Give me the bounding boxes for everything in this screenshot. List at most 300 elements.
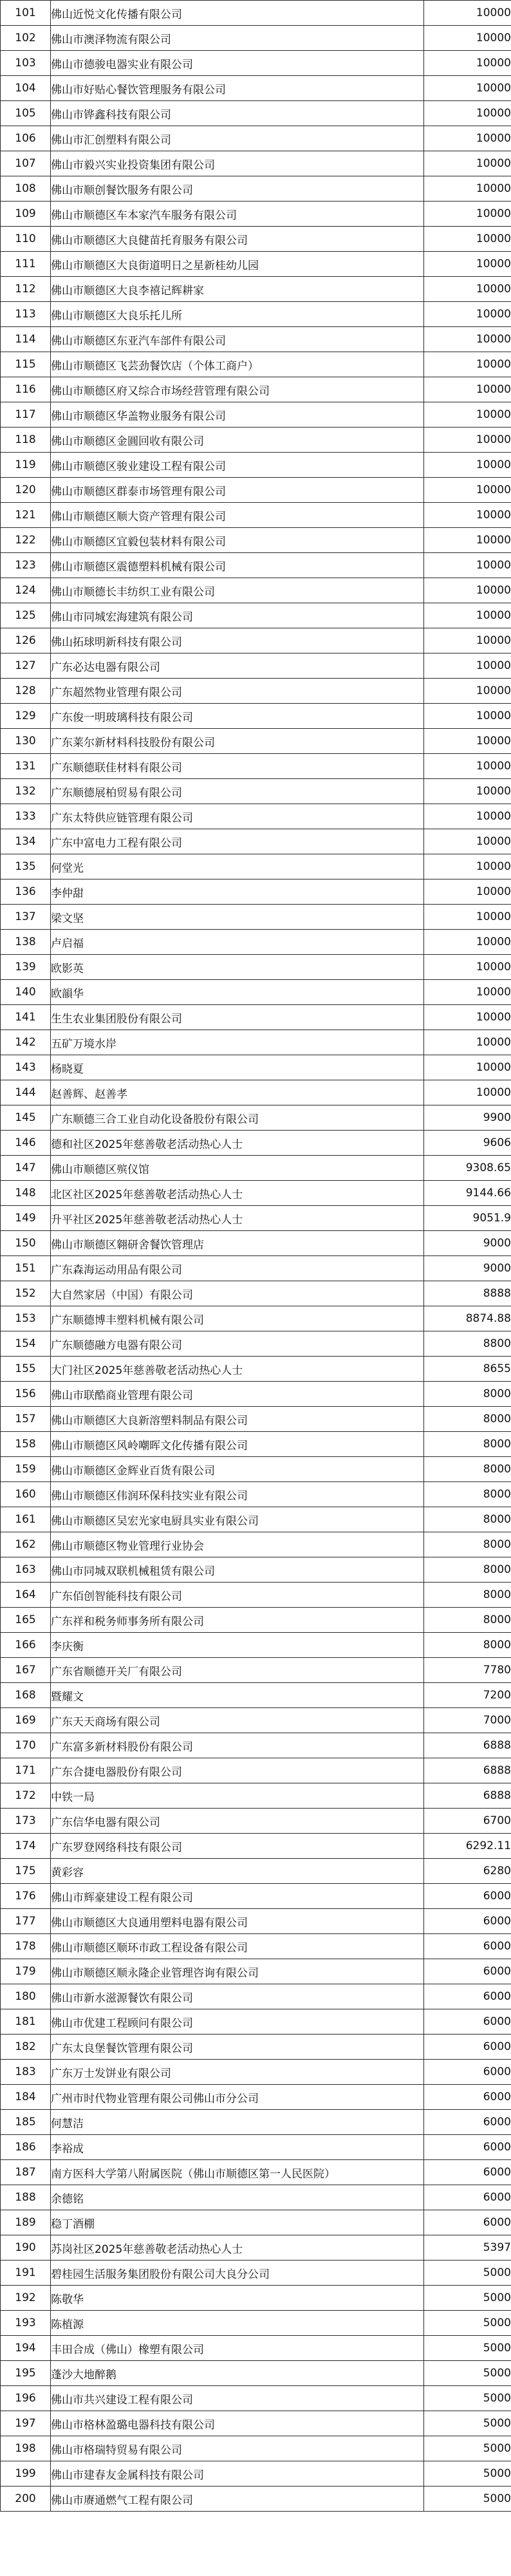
donor-name: 碧桂园生活服务集团股份有限公司大良分公司 [51, 2261, 424, 2286]
donor-name: 梁文坚 [51, 905, 424, 930]
row-number: 110 [1, 227, 51, 252]
table-row [1, 1859, 511, 1884]
table-row [1, 1934, 511, 1959]
row-number: 125 [1, 603, 51, 628]
row-number: 166 [1, 1633, 51, 1658]
donation-amount: 10000 [424, 252, 511, 277]
donor-name: 苏岗社区2025年慈善敬老活动热心人士 [51, 2235, 424, 2261]
table-row [1, 503, 511, 528]
row-number: 165 [1, 1608, 51, 1633]
donation-amount: 8000 [424, 1507, 511, 1532]
row-number: 173 [1, 1809, 51, 1834]
row-number: 163 [1, 1557, 51, 1583]
donation-amount: 10000 [424, 1005, 511, 1030]
table-row [1, 2009, 511, 2035]
row-number: 128 [1, 679, 51, 704]
table-row [1, 1231, 511, 1256]
table-row [1, 277, 511, 302]
table-row [1, 1809, 511, 1834]
donor-name: 佛山市建春友金属科技有限公司 [51, 2461, 424, 2487]
row-number: 176 [1, 1884, 51, 1909]
donor-name: 广东祥和税务师事务所有限公司 [51, 1608, 424, 1633]
donation-amount: 5000 [424, 2361, 511, 2386]
donor-name: 佛山市顺德区金辉业百货有限公司 [51, 1457, 424, 1482]
row-number: 172 [1, 1783, 51, 1809]
donation-amount: 10000 [424, 1080, 511, 1105]
row-number: 157 [1, 1407, 51, 1432]
donation-amount: 9308.65 [424, 1156, 511, 1181]
donor-name: 广东合捷电器股份有限公司 [51, 1758, 424, 1783]
table-row [1, 854, 511, 879]
donor-name: 广东顺德三合工业自动化设备股份有限公司 [51, 1105, 424, 1131]
table-row [1, 2110, 511, 2135]
donation-amount: 10000 [424, 578, 511, 603]
table-row [1, 377, 511, 402]
row-number: 185 [1, 2110, 51, 2135]
row-number: 148 [1, 1181, 51, 1206]
table-row [1, 1281, 511, 1306]
donor-name: 蓬沙大地醉鹅 [51, 2361, 424, 2386]
donor-name: 佛山市顺德区金圓回收有限公司 [51, 428, 424, 453]
donor-name: 佛山市顺德区大良健苗托育服务有限公司 [51, 227, 424, 252]
donation-amount: 10000 [424, 854, 511, 879]
row-number: 101 [1, 1, 51, 26]
donor-name: 佛山市顺德区骏业建设工程有限公司 [51, 453, 424, 478]
donation-amount: 10000 [424, 402, 511, 428]
row-number: 131 [1, 754, 51, 779]
donation-amount: 6280 [424, 1859, 511, 1884]
row-number: 198 [1, 2436, 51, 2461]
table-row [1, 1181, 511, 1206]
row-number: 160 [1, 1482, 51, 1507]
donation-amount: 6000 [424, 2135, 511, 2160]
donor-name: 陈敬华 [51, 2286, 424, 2311]
row-number: 132 [1, 779, 51, 804]
donation-amount: 10000 [424, 955, 511, 980]
donor-name: 佛山市同城宏海建筑有限公司 [51, 603, 424, 628]
table-row [1, 1583, 511, 1608]
donation-amount: 10000 [424, 478, 511, 503]
table-row [1, 1758, 511, 1783]
donor-name: 赵善辉、赵善孝 [51, 1080, 424, 1105]
row-number: 146 [1, 1131, 51, 1156]
donor-name: 广东信华电器有限公司 [51, 1809, 424, 1834]
row-number: 116 [1, 377, 51, 402]
row-number: 181 [1, 2009, 51, 2035]
table-row [1, 1331, 511, 1357]
row-number: 129 [1, 704, 51, 729]
donor-name: 佛山市顺德区群泰市场管理有限公司 [51, 478, 424, 503]
row-number: 184 [1, 2085, 51, 2110]
donor-name: 佛山市顺德区华盖物业服务有限公司 [51, 402, 424, 428]
row-number: 121 [1, 503, 51, 528]
table-row [1, 1482, 511, 1507]
row-number: 164 [1, 1583, 51, 1608]
donation-amount: 9144.66 [424, 1181, 511, 1206]
donation-amount: 10000 [424, 302, 511, 327]
donor-name: 佛山市顺德区翱研舍餐饮管理店 [51, 1231, 424, 1256]
table-row [1, 327, 511, 352]
table-row [1, 553, 511, 578]
row-number: 154 [1, 1331, 51, 1357]
table-row [1, 1633, 511, 1658]
donation-amount: 6000 [424, 1909, 511, 1934]
table-row [1, 1432, 511, 1457]
row-number: 193 [1, 2311, 51, 2336]
table-row [1, 2185, 511, 2210]
donor-name: 生生农业集团股份有限公司 [51, 1005, 424, 1030]
donor-name: 暨耀文 [51, 1683, 424, 1708]
donor-name: 广东森海运动用品有限公司 [51, 1256, 424, 1281]
table-row [1, 2461, 511, 2487]
row-number: 194 [1, 2336, 51, 2361]
donor-name: 大自然家居（中国）有限公司 [51, 1281, 424, 1306]
donor-name: 佛山市同城双联机械租赁有限公司 [51, 1557, 424, 1583]
donor-name: 佛山市辉豪建设工程有限公司 [51, 1884, 424, 1909]
donation-amount: 6000 [424, 2210, 511, 2235]
table-row [1, 2487, 511, 2512]
donation-amount: 8000 [424, 1482, 511, 1507]
row-number: 142 [1, 1030, 51, 1055]
donor-name: 五矿万境水岸 [51, 1030, 424, 1055]
row-number: 150 [1, 1231, 51, 1256]
row-number: 124 [1, 578, 51, 603]
donor-name: 李仲甜 [51, 879, 424, 905]
donation-amount: 8000 [424, 1407, 511, 1432]
table-row [1, 1131, 511, 1156]
donation-amount: 6000 [424, 1959, 511, 1984]
row-number: 102 [1, 26, 51, 51]
donor-name: 佛山市顺德区顺大资产管理有限公司 [51, 503, 424, 528]
donor-name: 佛山市毅兴实业投资集团有限公司 [51, 151, 424, 176]
donor-name: 黄彩容 [51, 1859, 424, 1884]
row-number: 141 [1, 1005, 51, 1030]
donation-amount: 8000 [424, 1583, 511, 1608]
donation-amount: 9000 [424, 1231, 511, 1256]
donation-amount: 6000 [424, 1934, 511, 1959]
donation-amount: 9051.9 [424, 1206, 511, 1231]
donation-amount: 8000 [424, 1457, 511, 1482]
donor-name: 佛山拓球明新科技有限公司 [51, 628, 424, 653]
table-row [1, 1005, 511, 1030]
donor-name: 佛山市顺德区飞芸劲餐饮店（个体工商户） [51, 352, 424, 377]
row-number: 136 [1, 879, 51, 905]
table-row [1, 101, 511, 126]
donation-amount: 10000 [424, 227, 511, 252]
row-number: 140 [1, 980, 51, 1005]
donation-amount: 10000 [424, 653, 511, 679]
donor-name: 佛山市格瑞特贸易有限公司 [51, 2436, 424, 2461]
table-row [1, 1055, 511, 1080]
table-row [1, 1, 511, 26]
table-row [1, 2311, 511, 2336]
donation-amount: 6000 [424, 2085, 511, 2110]
table-row [1, 1156, 511, 1181]
donor-name: 佛山市顺德区吴宏光家电厨具实业有限公司 [51, 1507, 424, 1532]
donor-name: 广东省顺德开关厂有限公司 [51, 1658, 424, 1683]
table-row [1, 402, 511, 428]
row-number: 137 [1, 905, 51, 930]
row-number: 117 [1, 402, 51, 428]
donor-name: 广东万士发饼业有限公司 [51, 2060, 424, 2085]
donation-amount: 8888 [424, 1281, 511, 1306]
table-row [1, 528, 511, 553]
donor-name: 佛山市顺德区殡仪馆 [51, 1156, 424, 1181]
row-number: 153 [1, 1306, 51, 1331]
donation-amount: 10000 [424, 879, 511, 905]
donation-amount: 6888 [424, 1758, 511, 1783]
table-row [1, 1608, 511, 1633]
donor-name: 佛山市顺德区东亚汽车部件有限公司 [51, 327, 424, 352]
donor-name: 欧影英 [51, 955, 424, 980]
table-row [1, 302, 511, 327]
row-number: 134 [1, 829, 51, 854]
row-number: 197 [1, 2411, 51, 2436]
table-row [1, 2411, 511, 2436]
donation-amount: 5000 [424, 2336, 511, 2361]
table-row [1, 1783, 511, 1809]
donation-amount: 10000 [424, 503, 511, 528]
donation-amount: 5000 [424, 2436, 511, 2461]
donor-name: 杨晓夏 [51, 1055, 424, 1080]
row-number: 182 [1, 2035, 51, 2060]
row-number: 174 [1, 1834, 51, 1859]
table-row [1, 2135, 511, 2160]
donor-name: 广东必达电器有限公司 [51, 653, 424, 679]
donation-amount: 8874.88 [424, 1306, 511, 1331]
row-number: 195 [1, 2361, 51, 2386]
donor-name: 佛山市顺德区震德塑料机械有限公司 [51, 553, 424, 578]
table-row [1, 2235, 511, 2261]
donor-name: 欧韻华 [51, 980, 424, 1005]
donation-amount: 10000 [424, 126, 511, 151]
donor-name: 广东太良堡餐饮管理有限公司 [51, 2035, 424, 2060]
table-row [1, 1884, 511, 1909]
donation-amount: 8000 [424, 1432, 511, 1457]
table-row [1, 628, 511, 653]
donor-name: 佛山市顺德区物业管理行业协会 [51, 1532, 424, 1557]
table-row [1, 2386, 511, 2411]
donor-name: 广东顺德博丰塑料机械有限公司 [51, 1306, 424, 1331]
row-number: 180 [1, 1984, 51, 2009]
donation-amount: 6000 [424, 2035, 511, 2060]
donation-amount: 9606 [424, 1131, 511, 1156]
table-row [1, 2261, 511, 2286]
donation-amount: 10000 [424, 704, 511, 729]
row-number: 143 [1, 1055, 51, 1080]
table-row [1, 1306, 511, 1331]
table-row [1, 653, 511, 679]
table-row [1, 352, 511, 377]
donation-amount: 10000 [424, 905, 511, 930]
row-number: 186 [1, 2135, 51, 2160]
donor-name: 广东罗登网络科技有限公司 [51, 1834, 424, 1859]
donation-amount: 10000 [424, 1, 511, 26]
row-number: 159 [1, 1457, 51, 1482]
donation-amount: 9900 [424, 1105, 511, 1131]
row-number: 156 [1, 1382, 51, 1407]
donor-name: 佛山市好贴心餐饮管理服务有限公司 [51, 76, 424, 101]
donor-name: 广东太特供应链管理有限公司 [51, 804, 424, 829]
donor-name: 余德铭 [51, 2185, 424, 2210]
row-number: 127 [1, 653, 51, 679]
donor-name: 佛山市顺德区大良街道明日之星新桂幼儿园 [51, 252, 424, 277]
row-number: 168 [1, 1683, 51, 1708]
table-row [1, 1708, 511, 1733]
donation-amount: 6000 [424, 2110, 511, 2135]
donor-name: 广东顺德展柏贸易有限公司 [51, 779, 424, 804]
table-row [1, 2210, 511, 2235]
donation-amount: 8000 [424, 1557, 511, 1583]
table-row [1, 603, 511, 628]
row-number: 104 [1, 76, 51, 101]
donation-amount: 6000 [424, 1984, 511, 2009]
donation-amount: 7780 [424, 1658, 511, 1683]
donation-amount: 8000 [424, 1633, 511, 1658]
donor-name: 丰田合成（佛山）橡塑有限公司 [51, 2336, 424, 2361]
donor-name: 佛山市联酷商业管理有限公司 [51, 1382, 424, 1407]
donor-name: 广东佰创智能科技有限公司 [51, 1583, 424, 1608]
row-number: 149 [1, 1206, 51, 1231]
row-number: 183 [1, 2060, 51, 2085]
donation-amount: 10000 [424, 277, 511, 302]
row-number: 130 [1, 729, 51, 754]
row-number: 171 [1, 1758, 51, 1783]
table-row [1, 2286, 511, 2311]
donor-name: 佛山市顺德区风岭嘲晖文化传播有限公司 [51, 1432, 424, 1457]
donation-amount: 7000 [424, 1708, 511, 1733]
table-row [1, 151, 511, 176]
table-row [1, 2060, 511, 2085]
donor-name: 佛山市顺德区顺永隆企业管理咨询有限公司 [51, 1959, 424, 1984]
donation-amount: 10000 [424, 779, 511, 804]
donor-name: 佛山市顺德区府又综合市场经营管理有限公司 [51, 377, 424, 402]
row-number: 118 [1, 428, 51, 453]
table-row [1, 2160, 511, 2185]
table-row [1, 1206, 511, 1231]
donor-name: 佛山市新水滋源餐饮有限公司 [51, 1984, 424, 2009]
table-row [1, 1984, 511, 2009]
donor-name: 佛山市顺创餐饮服务有限公司 [51, 176, 424, 202]
row-number: 192 [1, 2286, 51, 2311]
donation-amount: 6000 [424, 2009, 511, 2035]
row-number: 155 [1, 1357, 51, 1382]
table-row [1, 930, 511, 955]
donation-table-body [1, 1, 511, 2512]
donation-amount: 10000 [424, 930, 511, 955]
donation-amount: 8800 [424, 1331, 511, 1357]
donor-name: 北区社区2025年慈善敬老活动热心人士 [51, 1181, 424, 1206]
donation-amount: 5000 [424, 2286, 511, 2311]
row-number: 111 [1, 252, 51, 277]
row-number: 151 [1, 1256, 51, 1281]
row-number: 177 [1, 1909, 51, 1934]
donor-name: 升平社区2025年慈善敬老活动热心人士 [51, 1206, 424, 1231]
row-number: 109 [1, 202, 51, 227]
donor-name: 佛山市顺德区大良李禧记辉耕家 [51, 277, 424, 302]
row-number: 147 [1, 1156, 51, 1181]
donor-name: 佛山市顺德区顺环市政工程设备有限公司 [51, 1934, 424, 1959]
table-row [1, 2336, 511, 2361]
row-number: 126 [1, 628, 51, 653]
table-row [1, 729, 511, 754]
table-row [1, 1357, 511, 1382]
row-number: 178 [1, 1934, 51, 1959]
row-number: 122 [1, 528, 51, 553]
donor-name: 南方医科大学第八附属医院（佛山市顺德区第一人民医院） [51, 2160, 424, 2185]
donation-amount: 10000 [424, 176, 511, 202]
donation-amount: 8000 [424, 1382, 511, 1407]
donation-amount: 8000 [424, 1608, 511, 1633]
table-row [1, 51, 511, 76]
row-number: 144 [1, 1080, 51, 1105]
table-row [1, 453, 511, 478]
donation-amount: 8000 [424, 1532, 511, 1557]
table-row [1, 1407, 511, 1432]
donor-name: 佛山市顺德区车本家汽车服务有限公司 [51, 202, 424, 227]
donor-name: 佛山市格林盈璐电器科技有限公司 [51, 2411, 424, 2436]
donation-amount: 10000 [424, 603, 511, 628]
donation-amount: 6292.11 [424, 1834, 511, 1859]
donation-amount: 5000 [424, 2411, 511, 2436]
donor-name: 广东顺德联佳材料有限公司 [51, 754, 424, 779]
donor-name: 何堂光 [51, 854, 424, 879]
row-number: 114 [1, 327, 51, 352]
donation-amount: 10000 [424, 1030, 511, 1055]
row-number: 170 [1, 1733, 51, 1758]
donor-name: 大门社区2025年慈善敬老活动热心人士 [51, 1357, 424, 1382]
donation-amount: 10000 [424, 754, 511, 779]
donation-amount: 5000 [424, 2311, 511, 2336]
donation-amount: 10000 [424, 628, 511, 653]
table-row [1, 1382, 511, 1407]
donation-amount: 9000 [424, 1256, 511, 1281]
table-row [1, 1733, 511, 1758]
donation-amount: 5397 [424, 2235, 511, 2261]
row-number: 123 [1, 553, 51, 578]
row-number: 112 [1, 277, 51, 302]
row-number: 190 [1, 2235, 51, 2261]
table-row [1, 428, 511, 453]
row-number: 145 [1, 1105, 51, 1131]
row-number: 113 [1, 302, 51, 327]
donation-amount: 10000 [424, 151, 511, 176]
donation-amount: 10000 [424, 428, 511, 453]
table-row [1, 1909, 511, 1934]
row-number: 106 [1, 126, 51, 151]
row-number: 139 [1, 955, 51, 980]
row-number: 135 [1, 854, 51, 879]
row-number: 138 [1, 930, 51, 955]
donation-amount: 10000 [424, 202, 511, 227]
donation-amount: 10000 [424, 980, 511, 1005]
donor-name: 陈植源 [51, 2311, 424, 2336]
donor-name: 佛山市顺德区宜毅包装材料有限公司 [51, 528, 424, 553]
donor-name: 佛山市共兴建设工程有限公司 [51, 2386, 424, 2411]
table-row [1, 829, 511, 854]
table-row [1, 1105, 511, 1131]
row-number: 133 [1, 804, 51, 829]
donor-name: 佛山市铧鑫科技有限公司 [51, 101, 424, 126]
table-row [1, 1834, 511, 1859]
row-number: 108 [1, 176, 51, 202]
table-row [1, 478, 511, 503]
row-number: 105 [1, 101, 51, 126]
donor-name: 佛山市顺德区伟润环保科技实业有限公司 [51, 1482, 424, 1507]
donation-amount: 10000 [424, 327, 511, 352]
row-number: 169 [1, 1708, 51, 1733]
row-number: 167 [1, 1658, 51, 1683]
